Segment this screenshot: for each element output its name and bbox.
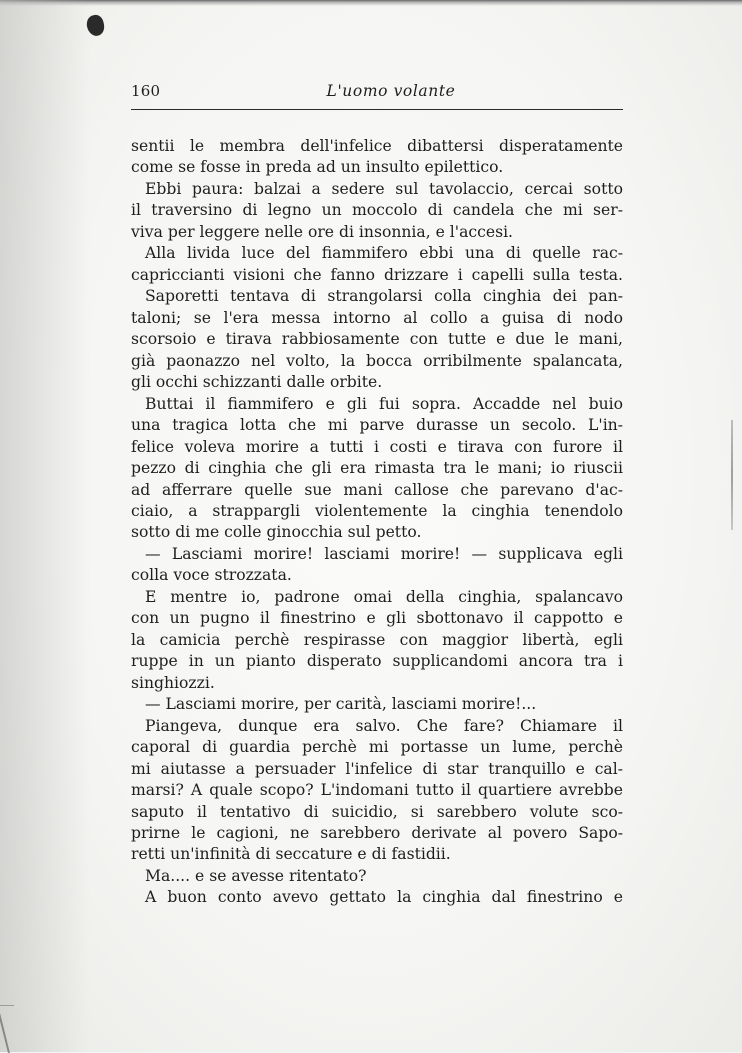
text-line: felice voleva morire a tutti i costi e tirava con furore il bbox=[131, 437, 623, 456]
text-line: colla voce strozzata. bbox=[131, 566, 292, 585]
text-line: viva per leggere nelle ore di insonnia, e l'accesi. bbox=[131, 222, 514, 241]
text-line: Buttai il fiammifero e gli fui sopra. Accadde nel buio bbox=[145, 394, 623, 413]
running-header bbox=[131, 82, 623, 106]
text-line: prirne le cagioni, ne sarebbero derivate al povero Sapo- bbox=[131, 824, 623, 842]
text-line: pezzo di cinghia che gli era rimasta tra le mani; io riuscii bbox=[131, 459, 623, 478]
text-line: caporal di guardia perchè mi portasse un lume, perchè bbox=[131, 738, 623, 757]
text-line: saputo il tentativo di suicidio, si sarebbero volute sco- bbox=[131, 802, 623, 821]
text-line: sotto di me colle ginocchia sul petto. bbox=[131, 523, 422, 542]
text-line: ad afferrare quelle sue mani callose che parevano d'ac- bbox=[131, 480, 623, 499]
text-line: come se fosse in preda ad un insulto epilettico. bbox=[131, 158, 504, 177]
text-line: Alla livida luce del fiammifero ebbi una di quelle rac- bbox=[145, 244, 623, 263]
margin-pencil-mark bbox=[731, 420, 733, 530]
text-line: Ebbi paura: balzai a sedere sul tavolaccio, cercai sotto bbox=[145, 179, 623, 198]
text-line: — Lasciami morire, per carità, lasciami morire!... bbox=[145, 695, 537, 714]
text-line: gli occhi schizzanti dalle orbite. bbox=[131, 373, 383, 392]
text-line: E mentre io, padrone omai della cinghia, spalancavo bbox=[145, 587, 623, 606]
text-line: scorsoio e tirava rabbiosamente con tutte e due le mani, bbox=[131, 330, 623, 349]
text-line: sentii le membra dell'infelice dibattersi disperatamente bbox=[131, 137, 623, 155]
text-line: la camicia perchè respirasse con maggior libertà, egli bbox=[131, 630, 623, 649]
binding-shadow bbox=[0, 0, 90, 1052]
body-text bbox=[131, 136, 623, 909]
text-line: il traversino di legno un moccolo di candela che mi ser- bbox=[131, 201, 623, 220]
text-line: ruppe in un pianto disperato supplicandomi ancora tra i bbox=[131, 652, 623, 671]
text-line: Ma.... e se avesse ritentato? bbox=[145, 866, 367, 885]
page-number: 160 bbox=[131, 82, 161, 100]
text-line: Saporetti tentava di strangolarsi colla cinghia dei pan- bbox=[145, 287, 623, 306]
text-line: ciaio, a strappargli violentemente la cinghia tenendolo bbox=[131, 501, 623, 520]
text-line: con un pugno il finestrino e gli sbottonavo il cappotto e bbox=[131, 609, 623, 628]
text-line: taloni; se l'era messa intorno al collo a guisa di nodo bbox=[131, 308, 623, 327]
header-rule bbox=[131, 109, 623, 110]
page-top-edge bbox=[0, 0, 742, 6]
text-line: retti un'infinità di seccature e di fastidii. bbox=[131, 845, 451, 864]
text-line: marsi? A quale scopo? L'indomani tutto il quartiere avrebbe bbox=[131, 781, 623, 800]
text-line: Piangeva, dunque era salvo. Che fare? Chiamare il bbox=[145, 716, 623, 735]
text-line: una tragica lotta che mi parve durasse un secolo. L'in- bbox=[131, 416, 623, 435]
running-title: L'uomo volante bbox=[326, 82, 456, 100]
text-line: già paonazzo nel volto, la bocca orribilmente spalancata, bbox=[131, 351, 623, 370]
text-line: singhiozzi. bbox=[131, 673, 215, 692]
text-line: capriccianti visioni che fanno drizzare i capelli sulla testa. bbox=[131, 265, 623, 284]
text-line: A buon conto avevo gettato la cinghia dal finestrino e bbox=[145, 888, 623, 907]
text-line: mi aiutasse a persuader l'infelice di star tranquillo e cal- bbox=[131, 759, 623, 778]
text-line: — Lasciami morire! lasciami morire! — supplicava egli bbox=[145, 544, 623, 563]
